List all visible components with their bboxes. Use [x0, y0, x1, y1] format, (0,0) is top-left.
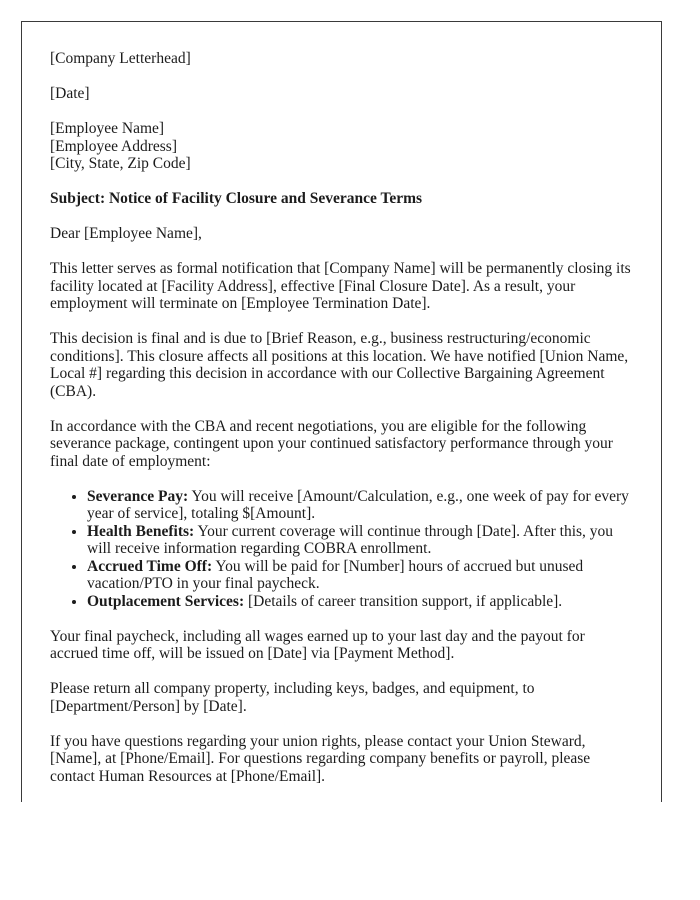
letter-date: [Date] — [50, 85, 90, 102]
list-item-label: Accrued Time Off: — [87, 557, 213, 575]
list-item-text: You will be paid for [Number] hours of accrued but unused vacation/PTO in your final paycheck. — [87, 557, 584, 592]
recipient-name: [Employee Name] — [50, 120, 165, 137]
list-item-health-benefits — [87, 523, 633, 558]
list-item-text: You will receive [Amount/Calculation, e.g., one week of pay for every year of service], totaling $[Amount]. — [87, 487, 629, 522]
paragraph-decision-reason: This decision is final and is due to [Brief Reason, e.g., business restructuring/economic conditions]. This closure affects all positions at this location. We have notified [Union Name, Local #] regarding this decision in accordance with our Collective Bargaining Agreement (CBA). — [50, 330, 629, 400]
list-item-text: [Details of career transition support, if applicable]. — [244, 592, 563, 610]
recipient-block — [50, 120, 633, 173]
paragraph-contact-info: If you have questions regarding your union rights, please contact your Union Steward, [Name], at [Phone/Email]. For questions regarding company benefits or payroll, please contact Human Resources at [Phone/Email]. — [50, 732, 591, 785]
list-item-severance-pay — [87, 488, 633, 523]
salutation: Dear [Employee Name], — [50, 225, 202, 242]
list-item-label: Severance Pay: — [87, 487, 189, 505]
list-item-outplacement-services — [87, 593, 633, 611]
paragraph-return-property: Please return all company property, including keys, badges, and equipment, to [Department/Person] by [Date]. — [50, 680, 535, 715]
letter-page — [21, 21, 662, 802]
subject-line: Subject: Notice of Facility Closure and Severance Terms — [50, 190, 423, 207]
list-item-text: Your current coverage will continue through [Date]. After this, you will receive information regarding COBRA enrollment. — [87, 522, 614, 557]
paragraph-final-paycheck: Your final paycheck, including all wages earned up to your last day and the payout for accrued time off, will be issued on [Date] via [Payment Method]. — [50, 627, 585, 662]
paragraph-severance-intro: In accordance with the CBA and recent negotiations, you are eligible for the following severance package, contingent upon your continued satisfactory performance through your final date of employment: — [50, 417, 613, 470]
recipient-address: [Employee Address] — [50, 137, 177, 155]
recipient-city-state-zip: [City, State, Zip Code] — [50, 155, 191, 172]
list-item-accrued-time-off — [87, 558, 633, 593]
list-item-label: Outplacement Services: — [87, 592, 245, 610]
paragraph-closure-notification: This letter serves as formal notification that [Company Name] will be permanently closing its facility located at [Facility Address], effective [Final Closure Date]. As a result, your employment will terminate on [Employee Termination Date]. — [50, 260, 631, 312]
severance-list — [50, 488, 633, 611]
company-letterhead: [Company Letterhead] — [50, 50, 191, 67]
list-item-label: Health Benefits: — [87, 522, 195, 540]
